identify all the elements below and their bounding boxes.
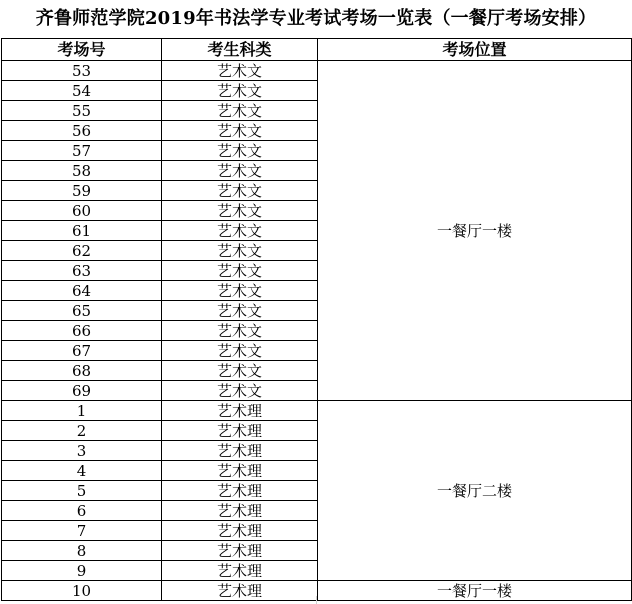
sheet-gridline xyxy=(316,596,317,604)
category-cell: 艺术理 xyxy=(162,501,318,521)
room-number-cell: 60 xyxy=(2,201,162,221)
room-number-cell: 53 xyxy=(2,61,162,81)
room-number-cell: 3 xyxy=(2,441,162,461)
category-cell: 艺术文 xyxy=(162,61,318,81)
category-cell: 艺术理 xyxy=(162,441,318,461)
category-cell: 艺术文 xyxy=(162,361,318,381)
room-number-cell: 59 xyxy=(2,181,162,201)
room-number-cell: 65 xyxy=(2,301,162,321)
room-number-cell: 2 xyxy=(2,421,162,441)
category-cell: 艺术文 xyxy=(162,101,318,121)
sheet-title: 齐鲁师范学院2019年书法学专业考试考场一览表（一餐厅考场安排） xyxy=(35,8,597,29)
header-location: 考场位置 xyxy=(318,39,632,61)
category-cell: 艺术文 xyxy=(162,201,318,221)
category-cell: 艺术文 xyxy=(162,321,318,341)
room-number-cell: 7 xyxy=(2,521,162,541)
room-number-cell: 67 xyxy=(2,341,162,361)
category-cell: 艺术理 xyxy=(162,421,318,441)
category-cell: 艺术文 xyxy=(162,341,318,361)
category-cell: 艺术文 xyxy=(162,301,318,321)
room-number-cell: 5 xyxy=(2,481,162,501)
room-number-cell: 9 xyxy=(2,561,162,581)
category-cell: 艺术理 xyxy=(162,541,318,561)
category-cell: 艺术文 xyxy=(162,81,318,101)
room-number-cell: 55 xyxy=(2,101,162,121)
header-room-number: 考场号 xyxy=(2,39,162,61)
header-row xyxy=(2,39,632,61)
category-cell: 艺术文 xyxy=(162,221,318,241)
category-cell: 艺术理 xyxy=(162,481,318,501)
room-number-cell: 64 xyxy=(2,281,162,301)
exam-room-table xyxy=(1,38,632,601)
category-cell: 艺术理 xyxy=(162,561,318,581)
category-cell: 艺术文 xyxy=(162,241,318,261)
room-number-cell: 68 xyxy=(2,361,162,381)
location-cell: 一餐厅一楼 xyxy=(318,61,632,401)
category-cell: 艺术文 xyxy=(162,281,318,301)
category-cell: 艺术理 xyxy=(162,461,318,481)
category-cell: 艺术理 xyxy=(162,521,318,541)
table-body xyxy=(2,61,632,601)
category-cell: 艺术理 xyxy=(162,581,318,601)
room-number-cell: 61 xyxy=(2,221,162,241)
room-number-cell: 57 xyxy=(2,141,162,161)
table-row xyxy=(2,61,632,81)
room-number-cell: 69 xyxy=(2,381,162,401)
room-number-cell: 54 xyxy=(2,81,162,101)
room-number-cell: 6 xyxy=(2,501,162,521)
location-cell: 一餐厅二楼 xyxy=(318,401,632,581)
category-cell: 艺术文 xyxy=(162,181,318,201)
category-cell: 艺术文 xyxy=(162,261,318,281)
room-number-cell: 58 xyxy=(2,161,162,181)
category-cell: 艺术文 xyxy=(162,161,318,181)
room-number-cell: 4 xyxy=(2,461,162,481)
table-row xyxy=(2,401,632,421)
room-number-cell: 1 xyxy=(2,401,162,421)
room-number-cell: 10 xyxy=(2,581,162,601)
room-number-cell: 56 xyxy=(2,121,162,141)
header-category: 考生科类 xyxy=(162,39,318,61)
category-cell: 艺术文 xyxy=(162,381,318,401)
category-cell: 艺术文 xyxy=(162,141,318,161)
room-number-cell: 66 xyxy=(2,321,162,341)
room-number-cell: 8 xyxy=(2,541,162,561)
category-cell: 艺术文 xyxy=(162,121,318,141)
room-number-cell: 62 xyxy=(2,241,162,261)
location-cell: 一餐厅一楼 xyxy=(318,581,632,601)
category-cell: 艺术理 xyxy=(162,401,318,421)
room-number-cell: 63 xyxy=(2,261,162,281)
